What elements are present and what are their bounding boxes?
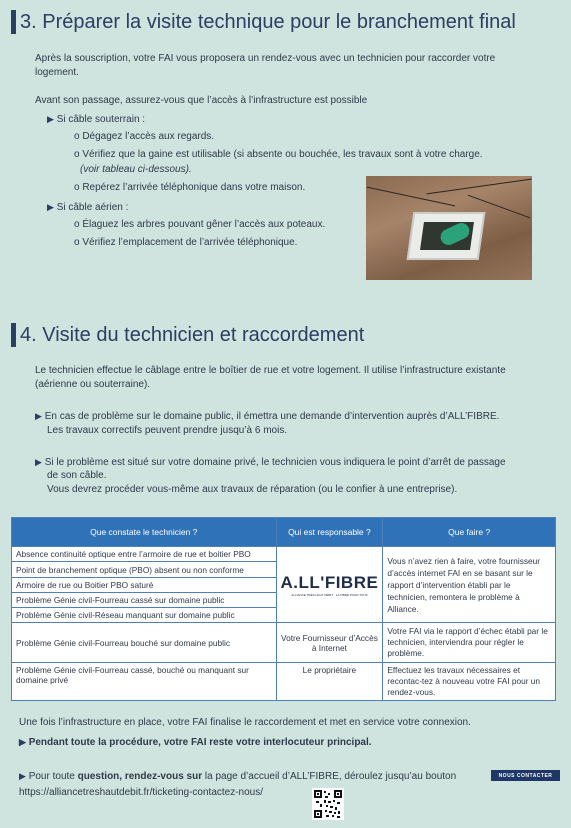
triangle-right-icon: ▶ — [47, 202, 54, 212]
aerial-sub-2: o Vérifiez l’emplacement de l’arrivée téléphonique. — [74, 237, 298, 248]
underground-sub-note: (voir tableau ci-dessous). — [80, 164, 192, 175]
underground-sub-3: o Repérez l’arrivée téléphonique dans votre maison. — [74, 182, 306, 193]
table-cell-issue: Point de branchement optique (PBO) absent ou non conforme — [12, 562, 277, 578]
table-cell-action: Vous n’avez rien à faire, votre fournisseur d’accès internet FAI en se basant sur le rapport d’intervention établi par le technicien, remontera le problème à Alliance. — [383, 547, 556, 623]
triangle-right-icon: ▶ — [47, 114, 54, 124]
aerial-sub-1: o Élaguez les arbres pouvant gêner l’accès aux poteaux. — [74, 219, 326, 230]
table-cell-issue: Absence continuité optique entre l’armoire de rue et boitier PBO — [12, 547, 277, 562]
section3-before: Avant son passage, assurez-vous que l’accès à l’infrastructure est possible — [35, 95, 368, 106]
underground-sub-1: o Dégagez l’accès aux regards. — [74, 131, 215, 142]
triangle-right-icon: ▶ — [35, 411, 42, 421]
section4-intro-2: (aérienne ou souterraine). — [35, 379, 151, 390]
section4-bar — [11, 323, 16, 347]
table-row — [12, 623, 556, 663]
table-cell-issue: Problème Génie civil-Fourreau bouché sur domaine public — [12, 623, 277, 663]
table-cell-issue: Armoire de rue ou Boitier PBO saturé — [12, 578, 277, 593]
table-cell-who: Le propriétaire — [276, 663, 383, 701]
contact-button[interactable]: NOUS CONTACTER — [491, 770, 560, 781]
section3-intro-1: Après la souscription, votre FAI vous proposera un rendez-vous avec un technicien pour raccorder votre — [35, 53, 496, 64]
manhole-photo — [366, 176, 532, 280]
private-line-1: Si le problème est situé sur votre domaine privé, le technicien vous indiquera le point d’arrêt de passage — [44, 457, 506, 468]
table-row — [12, 663, 556, 701]
triangle-right-icon: ▶ — [19, 771, 26, 781]
table-cell-issue: Problème Génie civil-Fourreau cassé, bouché ou manquant sur domaine privé — [12, 663, 277, 701]
footer-line-3b: question — [77, 771, 120, 782]
footer-line-2-text: Pendant toute la procédure, votre FAI reste votre interlocuteur principal. — [28, 737, 372, 748]
section3-title: 3. Préparer la visite technique pour le branchement final — [20, 11, 516, 33]
alliance-logo-text: A.LL'FIBRE — [280, 572, 379, 592]
public-item — [35, 409, 499, 424]
responsibility-table — [11, 517, 556, 701]
footer-line-3a: Pour toute — [28, 771, 78, 782]
table-header: Qui est responsable ? — [276, 518, 383, 547]
private-item — [35, 455, 506, 470]
footer-line-2 — [19, 735, 372, 750]
qr-code — [312, 788, 344, 820]
table-header-row — [12, 518, 556, 547]
triangle-right-icon: ▶ — [35, 457, 42, 467]
footer-line-1: Une fois l’infrastructure en place, votre FAI finalise le raccordement et met en service votre connexion. — [19, 717, 471, 728]
alliance-logo-cell — [276, 547, 383, 623]
alliance-fibre-logo — [281, 573, 379, 597]
underground-item — [47, 112, 145, 127]
private-line-2: de son câble. — [47, 470, 107, 481]
section3-bar — [11, 10, 16, 34]
table-cell-who: Votre Fournisseur d’Accès à Internet — [276, 623, 383, 663]
footer-line-3c: , rendez-vous sur — [119, 771, 203, 782]
footer-line-3 — [19, 769, 456, 784]
table-header: Que constate le technicien ? — [12, 518, 277, 547]
aerial-label: Si câble aérien : — [56, 202, 129, 213]
contact-url[interactable]: https://alliancetreshautdebit.fr/ticketing-contactez-nous/ — [19, 787, 264, 798]
aerial-item — [47, 200, 128, 215]
underground-label: Si câble souterrain : — [56, 114, 146, 125]
public-line-2: Les travaux correctifs peuvent prendre jusqu’à 6 mois. — [47, 425, 288, 436]
section4-intro-1: Le technicien effectue le câblage entre le boîtier de rue et votre logement. Il utilise l’infrastructure existante — [35, 365, 506, 376]
underground-sub-2: o Vérifiez que la gaine est utilisable (si absente ou bouchée, les travaux sont à votre charge. — [74, 149, 483, 160]
table-cell-issue: Problème Génie civil-Fourreau cassé sur domaine public — [12, 593, 277, 608]
table-row — [12, 547, 556, 562]
table-header: Que faire ? — [383, 518, 556, 547]
triangle-right-icon: ▶ — [19, 737, 26, 747]
section4-title: 4. Visite du technicien et raccordement — [20, 324, 365, 346]
qr-code-icon — [314, 790, 342, 818]
table-cell-action: Effectuez les travaux nécessaires et recontac-tez à nouveau votre FAI pour un rendez-vous. — [383, 663, 556, 701]
section3-intro-2: logement. — [35, 67, 79, 78]
table-cell-action: Votre FAI via le rapport d’échec établi par le technicien, interviendra pour régler le problème. — [383, 623, 556, 663]
public-line-1: En cas de problème sur le domaine public, il émettra une demande d’intervention auprès d’ALL’FIBRE. — [44, 411, 500, 422]
footer-line-3d: la page d’accueil d’ALL’FIBRE, déroulez jusqu’au bouton — [202, 771, 457, 782]
table-cell-issue: Problème Génie civil-Réseau manquant sur domaine public — [12, 608, 277, 623]
alliance-logo-tagline: ALLIANCE TRÈS HAUT DÉBIT · LA FIBRE POUR TOUS — [291, 592, 368, 597]
private-line-3: Vous devrez procéder vous-même aux travaux de réparation (ou le confier à une entreprise). — [47, 484, 458, 495]
